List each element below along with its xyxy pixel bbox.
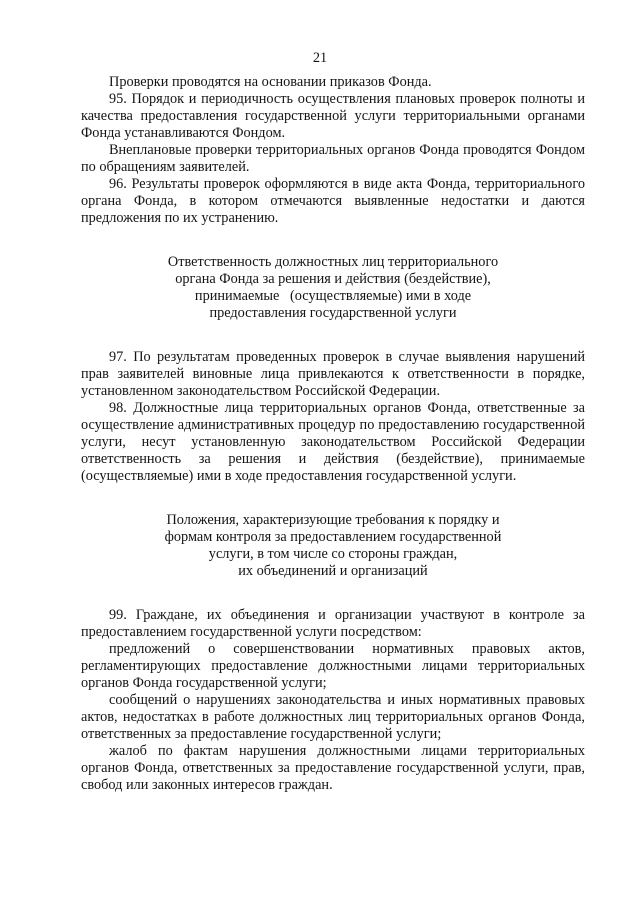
page-number: 21	[312, 50, 328, 66]
heading-line: органа Фонда за решения и действия (бездействие),	[175, 271, 491, 287]
paragraph-98: 98. Должностные лица территориальных органов Фонда, ответственные за осуществление административных процедур по предоставлению государственной услуги, несут установленную законодательством Российской Федерации ответственность за решения и действия (бездействие), принимаемые (осуществляемые) ими в ходе предоставления государственной услуги.	[81, 400, 585, 484]
list-item: сообщений о нарушениях законодательства и иных нормативных правовых актов, недостатках в работе должностных лиц территориальных органов Фонда, ответственных за предоставление государственной услуги;	[81, 692, 585, 742]
paragraph-96: 96. Результаты проверок оформляются в виде акта Фонда, территориального органа Фонда, в котором отмечаются выявленные недостатки и даются предложения по их устранению.	[81, 176, 585, 226]
list-item: жалоб по фактам нарушения должностными лицами территориальных органов Фонда, ответственных за предоставление государственной услуги, прав, свобод или законных интересов граждан.	[81, 743, 585, 793]
heading-line: их объединений и организаций	[238, 563, 428, 579]
paragraph: Проверки проводятся на основании приказов Фонда.	[109, 74, 432, 90]
paragraph-95: 95. Порядок и периодичность осуществления плановых проверок полноты и качества предоставления государственной услуги территориальными органами Фонда устанавливаются Фондом.	[81, 91, 585, 141]
heading-line: Положения, характеризующие требования к порядку и	[166, 512, 500, 528]
heading-line: формам контроля за предоставлением государственной	[164, 529, 502, 545]
list-item: предложений о совершенствовании нормативных правовых актов, регламентирующих предоставление должностными лицами территориальных органов Фонда государственной услуги;	[81, 641, 585, 691]
heading-line: принимаемые (осуществляемые) ими в ходе	[194, 288, 472, 304]
document-body	[81, 74, 585, 794]
section-heading-control	[81, 512, 585, 580]
section-heading-responsibility	[81, 254, 585, 322]
heading-line: Ответственность должностных лиц территориального	[167, 254, 499, 270]
paragraph: Внеплановые проверки территориальных органов Фонда проводятся Фондом по обращениям заявителей.	[81, 142, 585, 175]
heading-line: предоставления государственной услуги	[209, 305, 457, 321]
heading-line: услуги, в том числе со стороны граждан,	[208, 546, 458, 562]
paragraph-97: 97. По результатам проведенных проверок в случае выявления нарушений прав заявителей виновные лица привлекаются к ответственности в порядке, установленном законодательством Российской Федерации.	[81, 349, 585, 399]
paragraph-99: 99. Граждане, их объединения и организации участвуют в контроле за предоставлением государственной услуги посредством:	[81, 607, 585, 640]
